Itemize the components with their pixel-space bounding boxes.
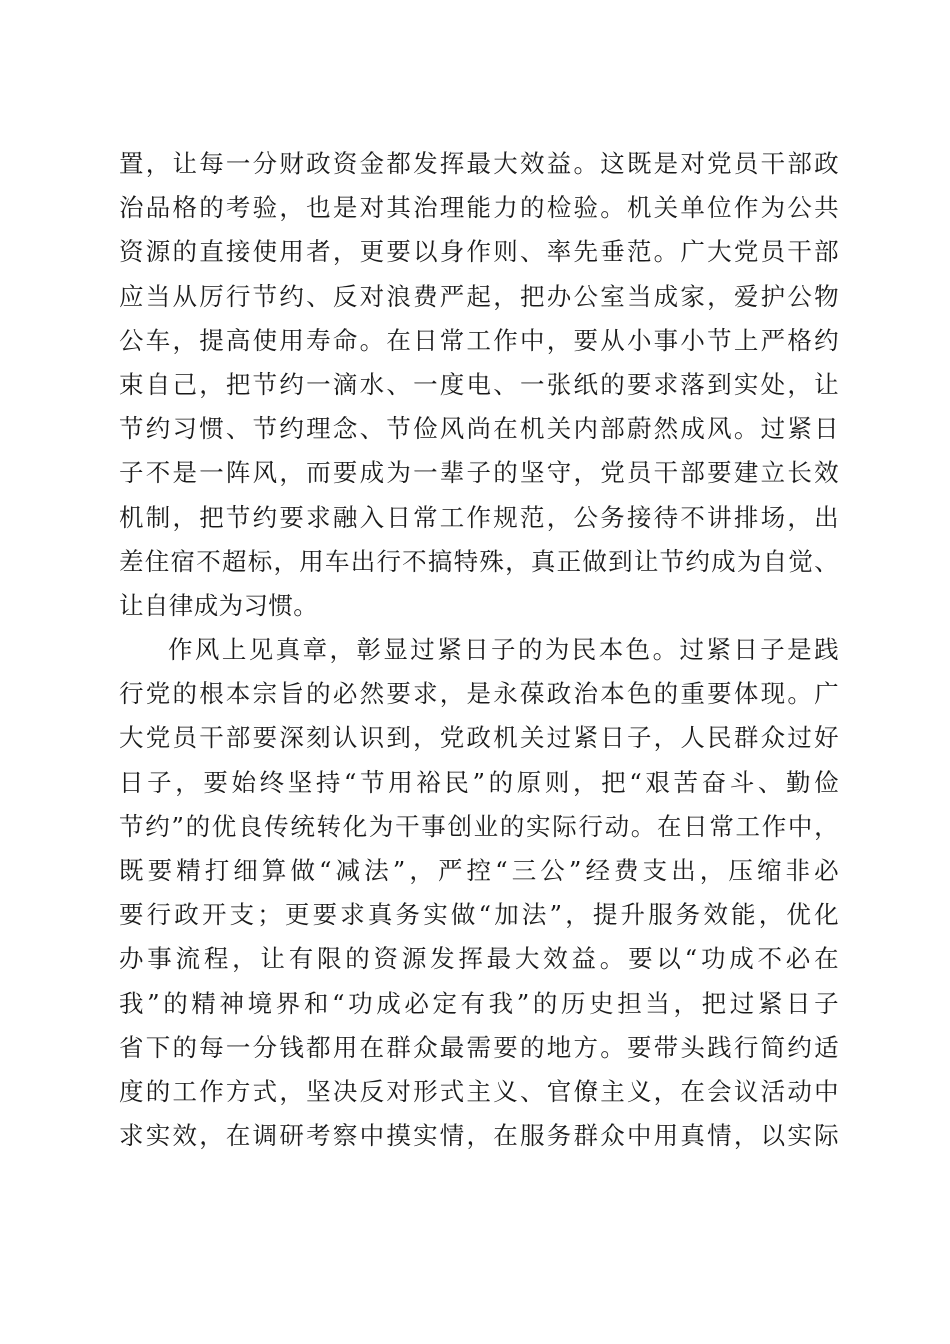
text-line: 既要精打细算做“减法”，严控“三公”经费支出，压缩非必 [119,856,839,885]
text-line: 置，让每一分财政资金都发挥最大效益。这既是对党员干部政 [119,149,839,178]
text-line: 节约”的优良传统转化为干事创业的实际行动。在日常工作中， [119,811,839,841]
text-line: 束自己，把节约一滴水、一度电、一张纸的要求落到实处，让 [119,369,839,399]
paragraph-1 [119,142,839,628]
text-line: 作风上见真章，彰显过紧日子的为民本色。过紧日子是践 [168,635,839,665]
text-line: 节约习惯、节约理念、节俭风尚在机关内部蔚然成风。过紧日 [119,414,839,444]
text-line: 资源的直接使用者，更要以身作则、率先垂范。广大党员干部 [119,237,839,267]
text-line: 行党的根本宗旨的必然要求，是永葆政治本色的重要体现。广 [119,679,839,709]
text-line: 机制，把节约要求融入日常工作规范，公务接待不讲排场，出 [119,502,839,532]
text-line: 办事流程，让有限的资源发挥最大效益。要以“功成不必在 [119,944,839,974]
text-line: 日子，要始终坚持“节用裕民”的原则，把“艰苦奋斗、勤俭 [119,767,839,797]
document-body [119,142,839,1158]
text-line: 治品格的考验，也是对其治理能力的检验。机关单位作为公共 [119,193,839,223]
text-line: 我”的精神境界和“功成必定有我”的历史担当，把过紧日子 [119,988,839,1018]
text-line: 应当从厉行节约、反对浪费严起，把办公室当成家，爱护公物 [119,281,839,311]
text-line: 度的工作方式，坚决反对形式主义、官僚主义，在会议活动中 [119,1076,839,1106]
text-line: 公车，提高使用寿命。在日常工作中，要从小事小节上严格约 [119,325,839,355]
text-line: 求实效，在调研考察中摸实情，在服务群众中用真情，以实际 [119,1121,839,1151]
paragraph-2 [119,628,839,1158]
text-line: 差住宿不超标，用车出行不搞特殊，真正做到让节约成为自觉、 [119,546,839,576]
text-line: 大党员干部要深刻认识到，党政机关过紧日子，人民群众过好 [119,723,839,753]
text-line: 子不是一阵风，而要成为一辈子的坚守，党员干部要建立长效 [119,458,839,488]
text-line: 省下的每一分钱都用在群众最需要的地方。要带头践行简约适 [119,1032,839,1062]
text-line: 要行政开支；更要求真务实做“加法”，提升服务效能，优化 [119,900,839,930]
text-line: 让自律成为习惯。 [119,590,319,620]
